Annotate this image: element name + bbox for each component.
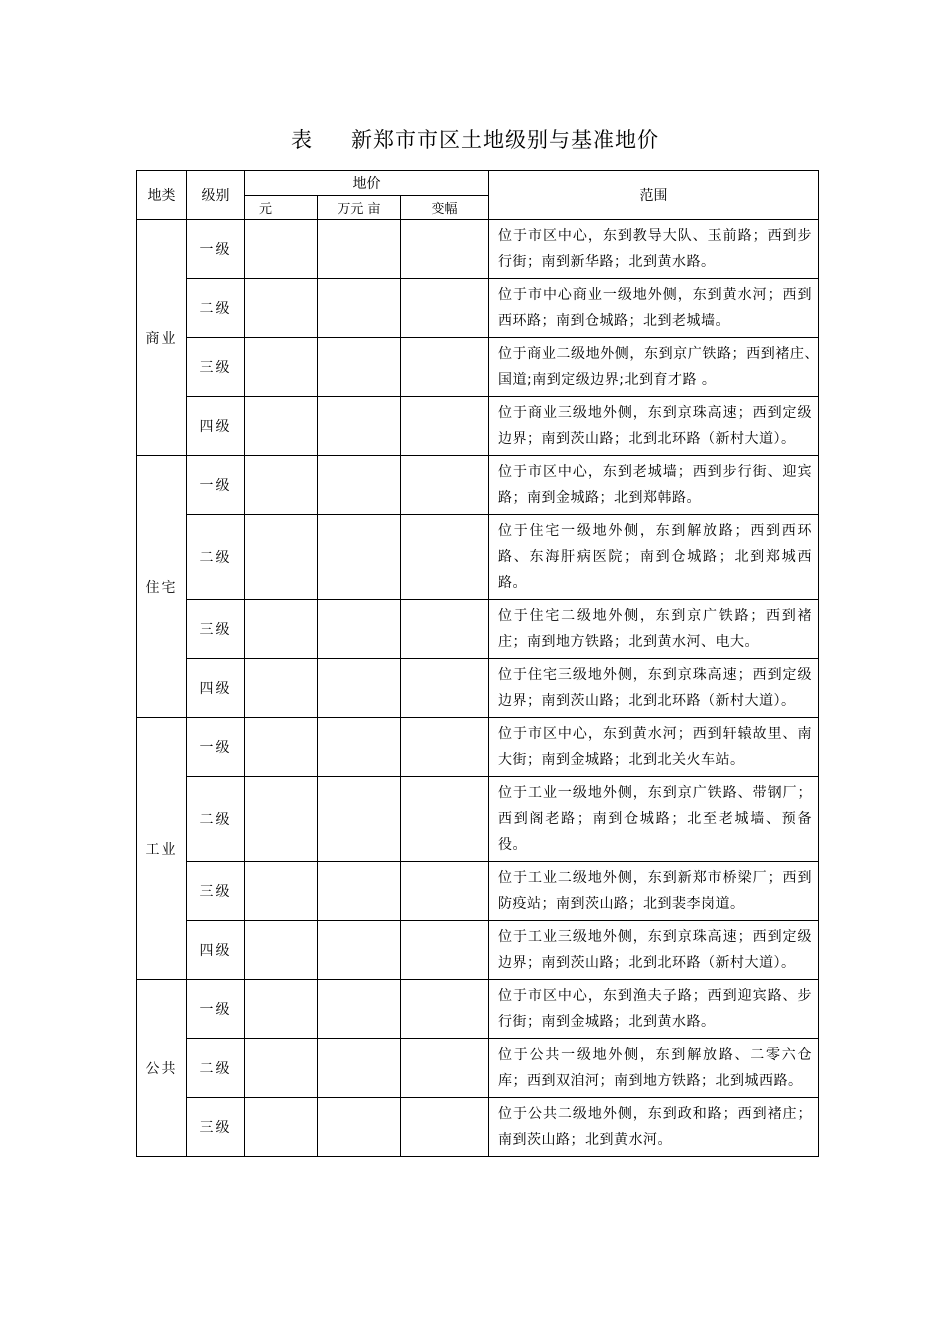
price-yuan-cell xyxy=(245,338,318,397)
range-cell: 位于市区中心，东到教导大队、玉前路；西到步行街；南到新华路；北到黄水路。 xyxy=(489,220,819,279)
price-wanyuan-cell xyxy=(318,921,401,980)
grade-cell: 三级 xyxy=(187,600,245,659)
range-cell: 位于市区中心，东到老城墙；西到步行街、迎宾路；南到金城路；北到郑韩路。 xyxy=(489,456,819,515)
price-change-cell xyxy=(401,1098,489,1157)
price-yuan-cell xyxy=(245,456,318,515)
range-cell: 位于住宅二级地外侧，东到京广铁路；西到褚庄；南到地方铁路；北到黄水河、电大。 xyxy=(489,600,819,659)
header-row xyxy=(137,171,819,196)
grade-cell: 二级 xyxy=(187,279,245,338)
land-type-cell: 工业 xyxy=(137,718,187,980)
price-wanyuan-cell xyxy=(318,1039,401,1098)
price-wanyuan-cell xyxy=(318,220,401,279)
price-yuan-cell xyxy=(245,515,318,600)
title-text: 新郑市市区土地级别与基准地价 xyxy=(351,128,659,152)
price-wanyuan-cell xyxy=(318,397,401,456)
price-wanyuan-cell xyxy=(318,980,401,1039)
land-type-cell: 公共 xyxy=(137,980,187,1157)
price-change-cell xyxy=(401,456,489,515)
price-yuan-cell xyxy=(245,220,318,279)
header-grade: 级别 xyxy=(187,171,245,220)
grade-cell: 一级 xyxy=(187,456,245,515)
price-yuan-cell xyxy=(245,921,318,980)
price-change-cell xyxy=(401,777,489,862)
price-change-cell xyxy=(401,600,489,659)
title-label: 表 xyxy=(291,128,313,152)
range-cell: 位于市中心商业一级地外侧，东到黄水河；西到西环路；南到仓城路；北到老城墙。 xyxy=(489,279,819,338)
grade-cell: 一级 xyxy=(187,980,245,1039)
grade-cell: 二级 xyxy=(187,777,245,862)
price-wanyuan-cell xyxy=(318,862,401,921)
price-wanyuan-cell xyxy=(318,718,401,777)
land-type-cell: 商业 xyxy=(137,220,187,456)
table-row xyxy=(137,456,819,515)
header-price: 地价 xyxy=(245,171,489,196)
price-change-cell xyxy=(401,515,489,600)
table-row xyxy=(137,1039,819,1098)
price-wanyuan-cell xyxy=(318,515,401,600)
grade-cell: 二级 xyxy=(187,515,245,600)
price-change-cell xyxy=(401,921,489,980)
grade-cell: 三级 xyxy=(187,862,245,921)
price-yuan-cell xyxy=(245,862,318,921)
range-cell: 位于工业二级地外侧，东到新郑市桥梁厂；西到防疫站；南到茨山路；北到裴李岗道。 xyxy=(489,862,819,921)
price-change-cell xyxy=(401,338,489,397)
header-price-change: 变幅 xyxy=(401,196,489,220)
price-change-cell xyxy=(401,862,489,921)
price-change-cell xyxy=(401,980,489,1039)
price-wanyuan-cell xyxy=(318,338,401,397)
range-cell: 位于市区中心，东到渔夫子路；西到迎宾路、步行街；南到金城路；北到黄水路。 xyxy=(489,980,819,1039)
grade-cell: 三级 xyxy=(187,1098,245,1157)
range-cell: 位于住宅一级地外侧，东到解放路；西到西环路、东海肝病医院；南到仓城路；北到郑城西路。 xyxy=(489,515,819,600)
grade-cell: 二级 xyxy=(187,1039,245,1098)
range-cell: 位于商业三级地外侧，东到京珠高速；西到定级边界；南到茨山路；北到北环路（新村大道）。 xyxy=(489,397,819,456)
range-cell: 位于公共一级地外侧，东到解放路、二零六仓库；西到双洎河；南到地方铁路；北到城西路。 xyxy=(489,1039,819,1098)
grade-cell: 四级 xyxy=(187,921,245,980)
price-wanyuan-cell xyxy=(318,777,401,862)
table-row xyxy=(137,600,819,659)
header-land-type: 地类 xyxy=(137,171,187,220)
range-cell: 位于公共二级地外侧，东到政和路；西到褚庄；南到茨山路；北到黄水河。 xyxy=(489,1098,819,1157)
price-change-cell xyxy=(401,1039,489,1098)
price-wanyuan-cell xyxy=(318,456,401,515)
header-price-yuan: 元 xyxy=(245,196,318,220)
page-title xyxy=(0,124,950,154)
grade-cell: 四级 xyxy=(187,397,245,456)
price-yuan-cell xyxy=(245,718,318,777)
price-yuan-cell xyxy=(245,980,318,1039)
range-cell: 位于工业三级地外侧，东到京珠高速；西到定级边界；南到茨山路；北到北环路（新村大道）。 xyxy=(489,921,819,980)
price-change-cell xyxy=(401,220,489,279)
price-change-cell xyxy=(401,397,489,456)
price-change-cell xyxy=(401,279,489,338)
price-change-cell xyxy=(401,659,489,718)
table-row xyxy=(137,338,819,397)
range-cell: 位于住宅三级地外侧，东到京珠高速；西到定级边界；南到茨山路；北到北环路（新村大道）。 xyxy=(489,659,819,718)
price-yuan-cell xyxy=(245,600,318,659)
range-cell: 位于市区中心，东到黄水河；西到轩辕故里、南大街；南到金城路；北到北关火车站。 xyxy=(489,718,819,777)
table-row xyxy=(137,980,819,1039)
header-range: 范围 xyxy=(489,171,819,220)
price-yuan-cell xyxy=(245,1098,318,1157)
table-row xyxy=(137,777,819,862)
price-yuan-cell xyxy=(245,397,318,456)
price-yuan-cell xyxy=(245,659,318,718)
land-type-cell: 住宅 xyxy=(137,456,187,718)
grade-cell: 一级 xyxy=(187,718,245,777)
price-wanyuan-cell xyxy=(318,659,401,718)
table-row xyxy=(137,921,819,980)
range-cell: 位于商业二级地外侧，东到京广铁路；西到褚庄、 国道;南到定级边界;北到育才路 。 xyxy=(489,338,819,397)
grade-cell: 三级 xyxy=(187,338,245,397)
table-row xyxy=(137,718,819,777)
table-row xyxy=(137,279,819,338)
header-price-wanyuan-mu: 万元 亩 xyxy=(318,196,401,220)
grade-cell: 四级 xyxy=(187,659,245,718)
land-price-table xyxy=(136,170,827,1157)
table-row xyxy=(137,862,819,921)
price-yuan-cell xyxy=(245,1039,318,1098)
price-change-cell xyxy=(401,718,489,777)
range-cell: 位于工业一级地外侧，东到京广铁路、带钢厂；西到阁老路；南到仓城路；北至老城墙、预备役。 xyxy=(489,777,819,862)
grade-cell: 一级 xyxy=(187,220,245,279)
price-wanyuan-cell xyxy=(318,1098,401,1157)
price-yuan-cell xyxy=(245,279,318,338)
price-wanyuan-cell xyxy=(318,600,401,659)
price-yuan-cell xyxy=(245,777,318,862)
table-row xyxy=(137,659,819,718)
table-row xyxy=(137,397,819,456)
table-row xyxy=(137,515,819,600)
price-wanyuan-cell xyxy=(318,279,401,338)
table-row xyxy=(137,220,819,279)
table-row xyxy=(137,1098,819,1157)
